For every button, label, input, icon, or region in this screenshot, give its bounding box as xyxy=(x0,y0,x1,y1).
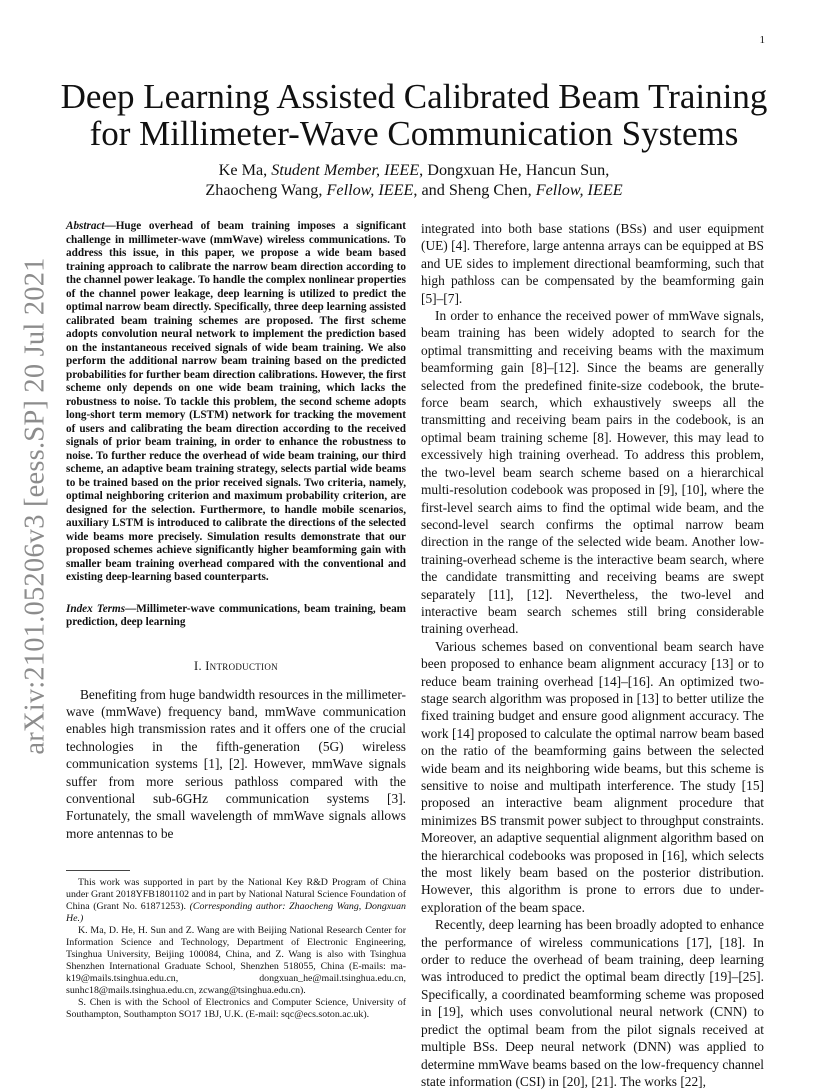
arxiv-side-stamp xyxy=(20,257,52,755)
author-membership: Fellow, IEEE xyxy=(535,181,623,199)
section-heading: I. Introduction xyxy=(194,658,278,673)
paper-title xyxy=(0,78,828,152)
left-column xyxy=(66,220,406,1021)
abstract xyxy=(66,220,406,585)
author-name: , and Sheng Chen, xyxy=(413,181,536,199)
right-column xyxy=(421,220,764,1090)
author-name: Ke Ma, xyxy=(218,161,272,179)
author-membership: Student Member, IEEE xyxy=(271,161,420,179)
footnote-corresponding: (Corresponding author: Zhaocheng Wang, Dongxuan He.) xyxy=(66,901,406,925)
body-paragraph: Benefiting from huge bandwidth resources in the millimeter-wave (mmWave) frequency band, mmWave communication enables high transmission rates and it offers one of the crucial technologies in the fifth-generation (5G) wireless communication systems [1], [2]. However, mmWave signals suffer from more serious pathloss compared with the conventional sub-6GHz communication systems [3]. Fortunately, the small wavelength of mmWave signals allows more antennas to be xyxy=(66,686,406,841)
author-block xyxy=(0,160,828,200)
body-paragraph: Various schemes based on conventional beam search have been proposed to enhance beam alignment accuracy [13] or to reduce beam training overhead [14]–[16]. An optimized two-stage search algorithm was proposed in [13] to better utilize the fixed training budget and ensure good alignment accuracy. The work [14] proposed to calculate the optimal narrow beam based on the ratio of the beamforming gains between the selected wide beam and its neighboring wide beams, but this scheme is sensitive to noise and multipath interference. The study [15] proposed an interactive beam alignment procedure that minimizes BS transmit power subject to throughput constraints. Moreover, an adaptive sequential alignment algorithm based on the hierarchical codebooks was proposed in [16], which selects the most likely beam based on the posterior distribution. However, this algorithm is prone to errors due to under-exploration of the beam space. xyxy=(421,638,764,915)
affiliation-footnote: K. Ma, D. He, H. Sun and Z. Wang are with Beijing National Research Center for Information Science and Technology, Department of Electronic Engineering, Tsinghua University, Beijing 100084, China, and Z. Wang is also with Tsinghua Shenzhen International Graduate School, Shenzhen 518055, China (E-mails: ma-k19@mails.tsinghua.edu.cn, dongxuan_he@mail.tsinghua.edu.cn, sunhc18@mails.tsinghua.edu.cn, zcwang@tsinghua.edu.cn). xyxy=(66,925,406,997)
title-line: Deep Learning Assisted Calibrated Beam Training xyxy=(60,77,768,116)
body-paragraph: Recently, deep learning has been broadly adopted to enhance the performance of wireless communications [17], [18]. In order to reduce the overhead of beam training, deep learning was introduced to predict the optimal beam directly [19]–[25]. Specifically, a coordinated beamforming scheme was proposed in [19], which uses convolutional neural network (CNN) to predict the optimal beam from the pilot signals received at multiple BSs. Deep neural network (DNN) was applied to determine mmWave beams based on the low-frequency channel state information (CSI) in [20], [21]. The works [22], xyxy=(421,917,764,1089)
abstract-text: —Huge overhead of beam training imposes a significant challenge in millimeter-wave (mmWave) wireless communications. To address this issue, in this paper, we propose a wide beam based training approach to calibrate the narrow beam direction according to the channel power leakage. To handle the complex nonlinear properties of the channel power leakage, deep learning is utilized to predict the optimal narrow beam directly. Specifically, three deep learning assisted calibrated beam training schemes are proposed. The first scheme adopts convolution neural network to implement the prediction based on the instantaneous received signals of wide beam training. We also perform the additional narrow beam training based on the predicted probabilities for further beam direction calibrations. However, the first scheme only depends on one wide beam training, which lacks the robustness to noise. To tackle this problem, the second scheme adopts long-short term memory (LSTM) network for tracking the movement of users and calibrating the beam direction according to the received signals of prior beam training, in order to enhance the robustness to noise. To further reduce the overhead of wide beam training, our third scheme, an adaptive beam training strategy, selects partial wide beams to be trained based on the prior received signals. Two criteria, namely, optimal neighboring criterion and maximum probability criterion, are designed for the selection. Furthermore, to handle mobile scenarios, auxiliary LSTM is introduced to calibrate the directions of the selected wide beams more precisely. Simulation results demonstrate that our proposed schemes achieve significantly higher beamforming gain with smaller beam training overhead compared with the conventional and existing deep-learning based counterparts. xyxy=(66,220,406,583)
body-paragraph: In order to enhance the received power of mmWave signals, beam training has been widely adopted to search for the optimal transmitting and receiving beams with the maximum beamforming gain [8]–[12]. Since the beams are generally selected from the predefined finite-size codebook, the brute-force beam search, which exhaustively sweeps all the transmitting and receiving beam pairs in the codebook, is an optimal beam training scheme [8]. However, this may lead to excessively high training overhead. To address this problem, the two-level beam search scheme based on a hierarchical multi-resolution codebook was proposed in [9], [10], where the first-level search aims to find the optimal wide beam, and the second-level search confirms the optimal narrow beam direction in the range of the selected wide beam. Another low-training-overhead scheme is the interactive beam search, where the candidate transmitting and receiving beams are swept separately [11], [12]. Nevertheless, the two-level and interactive beam search schemes still bring considerable training overhead. xyxy=(421,308,764,637)
funding-footnote xyxy=(66,877,406,925)
arxiv-identifier[interactable]: arXiv:2101.05206v3 [eess.SP] 20 Jul 2021 xyxy=(20,257,52,755)
title-line: for Millimeter-Wave Communication Systems xyxy=(89,114,739,153)
author-membership: Fellow, IEEE xyxy=(326,181,414,199)
index-terms-text: —Millimeter-wave communications, beam training, beam prediction, deep learning xyxy=(66,602,406,628)
page-number: 1 xyxy=(759,34,765,46)
author-name: , Dongxuan He, Hancun Sun, xyxy=(419,161,610,179)
footnote-divider xyxy=(66,870,130,871)
footnote-text: This work was supported in part by the National Key R&D Program of China under Grant 2018YFB1801102 and in part by National Natural Science Foundation of China (Grant No. 61871253). xyxy=(66,877,406,913)
author-line xyxy=(0,160,828,180)
body-paragraph: integrated into both base stations (BSs) and user equipment (UE) [4]. Therefore, large antenna arrays can be equipped at BS and UE sides to implement directional beamforming, such that high pathloss can be compensated by the beamforming gain [5]–[7]. xyxy=(421,221,764,306)
abstract-label: Abstract xyxy=(66,220,105,232)
index-terms-label: Index Terms xyxy=(66,602,126,615)
index-terms xyxy=(66,603,406,630)
affiliation-footnote: S. Chen is with the School of Electronics and Computer Science, University of Southampton, Southampton SO17 1BJ, U.K. (E-mail: sqc@ecs.soton.ac.uk). xyxy=(66,997,406,1021)
author-name: Zhaocheng Wang, xyxy=(205,181,327,199)
author-line xyxy=(0,180,828,200)
